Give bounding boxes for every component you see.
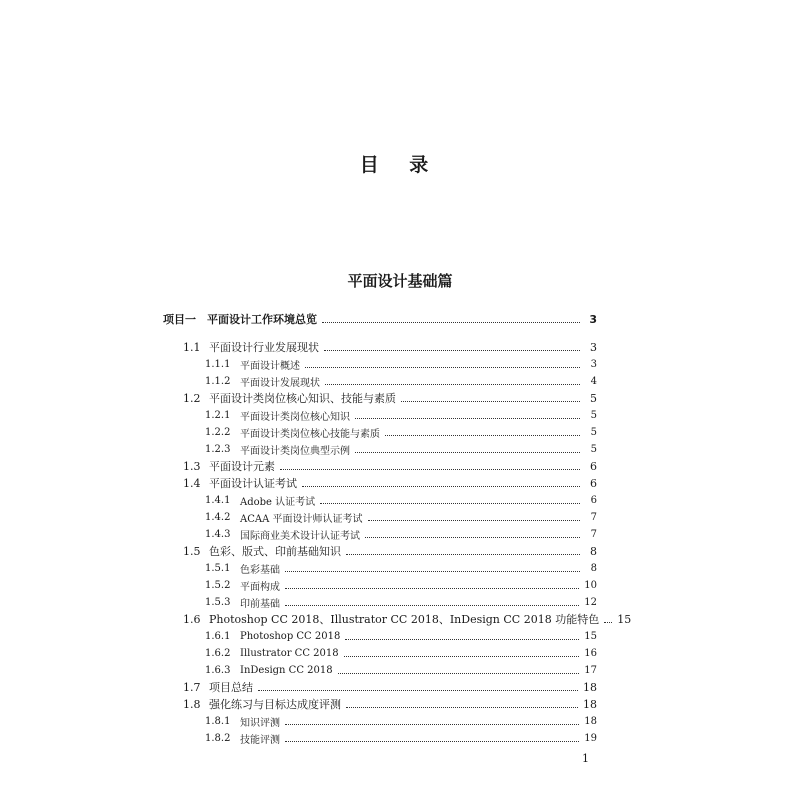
toc-entry-number: 1.2 (183, 391, 201, 405)
toc-entry-title: 平面设计元素 (209, 460, 275, 473)
toc-entry-title: 印前基础 (240, 598, 280, 610)
toc-entry-page: 7 (590, 528, 597, 540)
toc-subsection-entry (205, 491, 597, 509)
toc-entry-title: Adobe 认证考试 (240, 496, 316, 508)
toc-dot-leader (604, 622, 612, 623)
toc-entry-title: ACAA 平面设计师认证考试 (240, 513, 363, 525)
toc-entry-title: 平面设计行业发展现状 (209, 341, 319, 354)
toc-entry-number: 1.5.1 (205, 562, 231, 574)
toc-entry-number: 1.3 (183, 459, 201, 473)
toc-entry-title: Photoshop CC 2018、Illustrator CC 2018、InDesign CC 2018 功能特色 (209, 613, 600, 626)
toc-section-entry (183, 678, 597, 696)
toc-subsection-entry (205, 440, 597, 458)
toc-entry-page: 5 (590, 391, 597, 405)
toc-subsection-entry (205, 712, 597, 730)
toc-entry-number: 1.6.3 (205, 664, 231, 676)
toc-entry-title: 色彩基础 (240, 564, 280, 576)
toc-entry-title: InDesign CC 2018 (240, 664, 333, 676)
toc-entry-page: 19 (584, 732, 597, 744)
toc-dot-leader (355, 452, 580, 453)
toc-subsection-entry (205, 423, 597, 441)
toc-entry-page: 15 (584, 630, 597, 642)
toc-section-entry (183, 457, 597, 475)
toc-entry-page: 12 (584, 596, 597, 608)
toc-subsection-entry (205, 576, 597, 594)
toc-subsection-entry (205, 593, 597, 611)
toc-dot-leader (285, 741, 579, 742)
toc-entry-title: 平面设计类岗位核心知识 (240, 411, 350, 423)
toc-section-entry (183, 474, 597, 492)
toc-entry-title: 技能评测 (240, 734, 280, 746)
toc-entry-title: 平面设计类岗位核心技能与素质 (240, 428, 380, 440)
toc-dot-leader (305, 367, 580, 368)
toc-entry-page: 4 (590, 375, 597, 387)
page-title: 目 录 (359, 154, 441, 176)
toc-entry-page: 3 (590, 358, 597, 370)
toc-entry-number: 1.6 (183, 612, 201, 626)
toc-dot-leader (346, 707, 578, 708)
toc-entry-title: 平面设计类岗位核心知识、技能与素质 (209, 392, 396, 405)
toc-entry-number: 1.1.1 (205, 358, 231, 370)
toc-dot-leader (346, 554, 580, 555)
toc-entry-number: 1.4.2 (205, 511, 231, 523)
toc-entry-title: 平面设计发展现状 (240, 377, 320, 389)
toc-entry-number: 项目一 (163, 313, 196, 326)
toc-entry-page: 15 (617, 612, 632, 626)
toc-dot-leader (385, 435, 580, 436)
toc-entry-number: 1.1 (183, 340, 201, 354)
toc-dot-leader (322, 322, 580, 323)
toc-entry-number: 1.7 (183, 680, 201, 694)
toc-dot-leader (285, 605, 579, 606)
toc-entry-number: 1.4 (183, 476, 201, 490)
toc-entry-title: 平面设计类岗位典型示例 (240, 445, 350, 457)
toc-dot-leader (325, 384, 580, 385)
toc-dot-leader (368, 520, 581, 521)
toc-subsection-entry (205, 644, 597, 662)
toc-entry-number: 1.5 (183, 544, 201, 558)
toc-entry-number: 1.2.2 (205, 426, 231, 438)
toc-section-entry (183, 695, 597, 713)
toc-entry-title: 国际商业美术设计认证考试 (240, 530, 360, 542)
toc-entry-page: 8 (590, 544, 597, 558)
toc-entry-number: 1.4.1 (205, 494, 231, 506)
toc-entry-page: 6 (590, 494, 597, 506)
toc-dot-leader (285, 588, 579, 589)
toc-entry-number: 1.2.3 (205, 443, 231, 455)
toc-entry-page: 3 (589, 312, 597, 326)
toc-section-entry (183, 338, 597, 356)
toc-dot-leader (324, 350, 580, 351)
toc-subsection-entry (205, 559, 597, 577)
toc-dot-leader (401, 401, 580, 402)
toc-dot-leader (355, 418, 580, 419)
toc-entry-title: Photoshop CC 2018 (240, 630, 341, 642)
toc-entry-page: 18 (584, 715, 597, 727)
toc-dot-leader (344, 656, 580, 657)
toc-subsection-entry (205, 661, 597, 679)
toc-entry-number: 1.4.3 (205, 528, 231, 540)
toc-subsection-entry (205, 508, 597, 526)
toc-entry-title: 平面构成 (240, 581, 280, 593)
toc-subsection-entry (205, 627, 597, 645)
toc-entry-page: 5 (590, 443, 597, 455)
toc-entry-page: 10 (584, 579, 597, 591)
toc-entry-number: 1.8.1 (205, 715, 231, 727)
toc-entry-page: 7 (590, 511, 597, 523)
toc-subsection-entry (205, 729, 597, 747)
toc-section-entry (183, 610, 632, 628)
toc-entry-page: 18 (583, 697, 597, 711)
toc-entry-title: 平面设计工作环境总览 (207, 313, 317, 326)
toc-entry-title: 平面设计认证考试 (209, 477, 297, 490)
toc-entry-page: 18 (583, 680, 597, 694)
toc-project-entry (163, 310, 597, 328)
toc-subsection-entry (205, 355, 597, 373)
toc-subsection-entry (205, 525, 597, 543)
toc-entry-page: 3 (590, 340, 597, 354)
page-number: 1 (582, 752, 589, 765)
toc-entry-number: 1.8.2 (205, 732, 231, 744)
toc-entry-title: 项目总结 (209, 681, 253, 694)
toc-entry-number: 1.8 (183, 697, 201, 711)
toc-dot-leader (345, 639, 579, 640)
toc-entry-title: Illustrator CC 2018 (240, 647, 339, 659)
toc-entry-number: 1.5.3 (205, 596, 231, 608)
toc-dot-leader (285, 571, 580, 572)
toc-entry-page: 16 (584, 647, 597, 659)
toc-dot-leader (365, 537, 580, 538)
toc-entry-title: 强化练习与目标达成度评测 (209, 698, 341, 711)
toc-section-entry (183, 389, 597, 407)
toc-subsection-entry (205, 406, 597, 424)
toc-entry-number: 1.6.1 (205, 630, 231, 642)
toc-dot-leader (285, 724, 579, 725)
toc-entry-number: 1.6.2 (205, 647, 231, 659)
toc-dot-leader (302, 486, 580, 487)
toc-entry-page: 6 (590, 476, 597, 490)
toc-entry-number: 1.5.2 (205, 579, 231, 591)
toc-entry-page: 17 (584, 664, 597, 676)
toc-entry-page: 5 (590, 426, 597, 438)
toc-entry-title: 平面设计概述 (240, 360, 300, 372)
toc-section-entry (183, 542, 597, 560)
toc-entry-number: 1.2.1 (205, 409, 231, 421)
toc-subsection-entry (205, 372, 597, 390)
toc-entry-title: 知识评测 (240, 717, 280, 729)
toc-entry-page: 8 (590, 562, 597, 574)
toc-entry-page: 6 (590, 459, 597, 473)
toc-entry-title: 色彩、版式、印前基础知识 (209, 545, 341, 558)
toc-dot-leader (258, 690, 578, 691)
toc-entry-number: 1.1.2 (205, 375, 231, 387)
section-title: 平面设计基础篇 (347, 272, 453, 290)
toc-entry-page: 5 (590, 409, 597, 421)
toc-dot-leader (280, 469, 580, 470)
toc-dot-leader (338, 673, 580, 674)
toc-dot-leader (320, 503, 580, 504)
